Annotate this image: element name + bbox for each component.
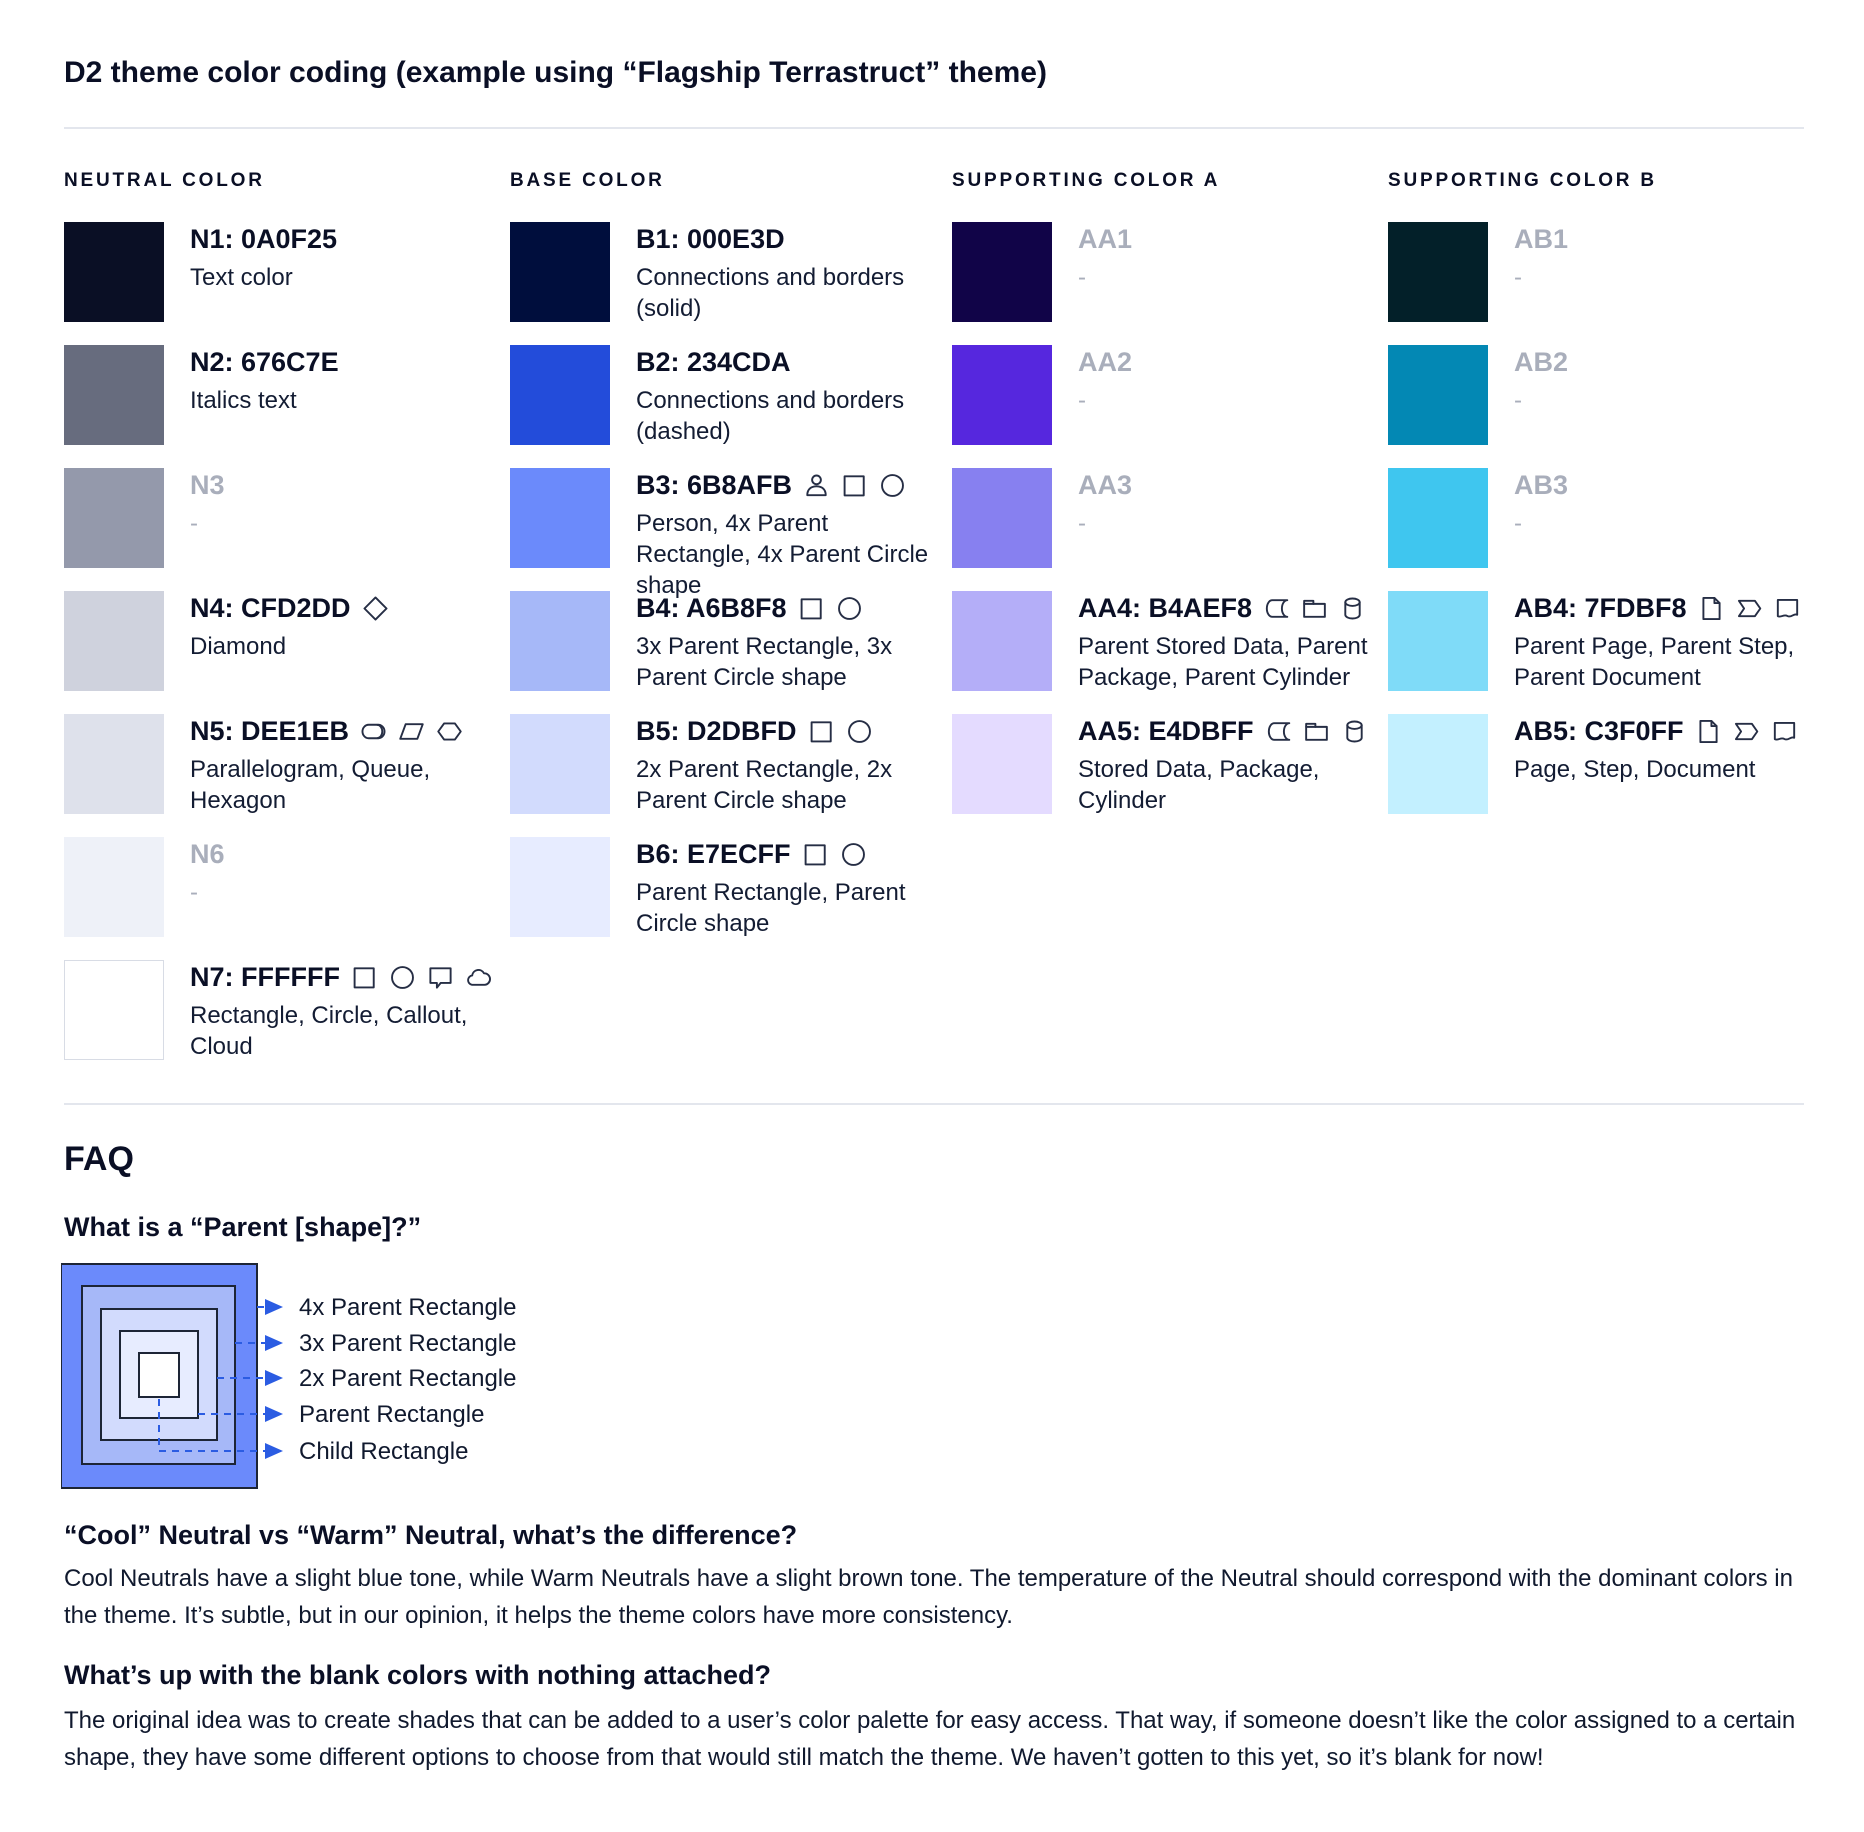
color-swatch [952, 714, 1052, 814]
diagram-rect-child [139, 1353, 179, 1397]
color-swatch [1388, 222, 1488, 322]
swatch-text [636, 222, 948, 322]
circle-icon [879, 472, 906, 499]
diamond-icon [362, 595, 389, 622]
diagram-label: 2x Parent Rectangle [299, 1365, 517, 1392]
swatch-name-line [636, 717, 948, 745]
swatch-row [510, 345, 952, 445]
divider [64, 127, 1804, 129]
swatch-description: Text color [190, 264, 293, 292]
swatch-row [64, 591, 510, 691]
swatch-row [952, 591, 1388, 691]
faq-answer-blank-colors: The original idea was to create shades that can be added to a user’s color palette for easy access. That way, if someone doesn’t like the color assigned to a certain shape, they have some different options to choose from that would still match the theme. We haven’t gotten to this yet, so it’s blank for now! [64, 1707, 1796, 1771]
swatch-name: N4: CFD2DD [190, 593, 351, 623]
swatch-text [1514, 591, 1810, 691]
swatch-text [190, 222, 337, 322]
swatch-name-line [636, 840, 948, 868]
palette-column-supporting-color-a [952, 170, 1388, 1083]
swatch-description: Parent Page, Parent Step, Parent Document [1514, 633, 1795, 692]
rectangle-icon [798, 595, 825, 622]
faq-title: FAQ [64, 1140, 134, 1178]
swatch-row [952, 222, 1388, 322]
swatch-description: - [1514, 264, 1522, 292]
swatch-description: Stored Data, Package, Cylinder [1078, 756, 1320, 815]
swatch-description: - [1514, 387, 1522, 415]
swatch-text [190, 837, 225, 937]
swatch-row [952, 345, 1388, 445]
swatch-row [64, 837, 510, 937]
palette-column-base-color [510, 170, 952, 1083]
swatch-text [636, 714, 948, 814]
color-swatch [510, 714, 610, 814]
swatch-row [510, 714, 952, 814]
column-header: SUPPORTING COLOR A [952, 170, 1221, 191]
color-swatch [510, 468, 610, 568]
rectangle-icon [808, 718, 835, 745]
swatch-name: B6: E7ECFF [636, 839, 791, 869]
color-swatch [64, 837, 164, 937]
parent-shape-diagram [61, 1253, 621, 1503]
swatch-description: Diamond [190, 633, 287, 661]
stored-data-icon [1265, 718, 1292, 745]
swatch-row [64, 345, 510, 445]
swatch-name-line [190, 348, 339, 376]
swatch-name: B4: A6B8F8 [636, 593, 787, 623]
page-icon [1698, 595, 1725, 622]
color-swatch [64, 468, 164, 568]
palette-column-supporting-color-b [1388, 170, 1810, 1083]
swatch-name-line [190, 471, 225, 499]
swatch-name-line [1078, 594, 1388, 622]
swatch-text [1514, 714, 1798, 814]
person-icon [803, 472, 830, 499]
cloud-icon [465, 964, 492, 991]
swatch-row [1388, 468, 1810, 568]
page-icon [1695, 718, 1722, 745]
swatch-name-line [1514, 471, 1568, 499]
swatch-text [636, 468, 948, 600]
swatch-description: 2x Parent Rectangle, 2x Parent Circle shape [636, 756, 893, 815]
circle-icon [846, 718, 873, 745]
cylinder-icon [1341, 718, 1368, 745]
swatch-name-line [1514, 717, 1798, 745]
circle-icon [836, 595, 863, 622]
swatch-row [1388, 345, 1810, 445]
swatch-text [1514, 468, 1568, 568]
swatch-text [1078, 714, 1388, 814]
faq-question-parent-shape: What is a “Parent [shape]?” [64, 1212, 422, 1242]
package-icon [1303, 718, 1330, 745]
rectangle-icon [351, 964, 378, 991]
swatch-name: N2: 676C7E [190, 347, 339, 377]
swatch-row [952, 714, 1388, 814]
document-icon [1774, 595, 1801, 622]
swatch-description: Parallelogram, Queue, Hexagon [190, 756, 431, 815]
swatch-text [1078, 222, 1132, 322]
circle-icon [389, 964, 416, 991]
swatch-name-line [1514, 348, 1568, 376]
swatch-name-line [190, 963, 502, 991]
diagram-label: 4x Parent Rectangle [299, 1294, 517, 1321]
swatch-description: - [1514, 510, 1522, 538]
swatch-name: B1: 000E3D [636, 224, 785, 254]
swatch-row [1388, 222, 1810, 322]
swatch-description: Person, 4x Parent Rectangle, 4x Parent Circle shape [636, 510, 929, 600]
queue-icon [360, 718, 387, 745]
swatch-text [1078, 591, 1388, 691]
swatch-description: Connections and borders (solid) [636, 264, 905, 323]
faq-answer-cool-vs-warm: Cool Neutrals have a slight blue tone, while Warm Neutrals have a slight brown tone. The temperature of the Neutral should correspond with the dominant colors in the theme. It’s subtle, but in our opinion, it helps the theme colors have more consistency. [64, 1565, 1793, 1629]
swatch-row [64, 714, 510, 814]
swatch-text [190, 960, 502, 1060]
swatch-text [1078, 345, 1132, 445]
swatch-text [190, 345, 339, 445]
cylinder-icon [1339, 595, 1366, 622]
color-swatch [510, 345, 610, 445]
swatch-name: AA2 [1078, 347, 1133, 377]
swatch-text [636, 837, 948, 937]
package-icon [1301, 595, 1328, 622]
diagram-label: Parent Rectangle [299, 1401, 485, 1428]
swatch-name-line [636, 594, 948, 622]
swatch-name: AA3 [1078, 470, 1133, 500]
swatch-description: 3x Parent Rectangle, 3x Parent Circle shape [636, 633, 893, 692]
swatch-name-line [1514, 594, 1810, 622]
swatch-text [190, 714, 502, 814]
swatch-name-line [1078, 225, 1132, 253]
column-header: SUPPORTING COLOR B [1388, 170, 1657, 191]
color-swatch [952, 222, 1052, 322]
color-swatch [64, 714, 164, 814]
page-title: D2 theme color coding (example using “Flagship Terrastruct” theme) [64, 56, 1047, 89]
color-swatch [1388, 345, 1488, 445]
swatch-description: Page, Step, Document [1514, 756, 1756, 784]
swatch-name: N5: DEE1EB [190, 716, 350, 746]
swatch-row [510, 591, 952, 691]
column-header: NEUTRAL COLOR [64, 170, 265, 191]
swatch-text [1514, 222, 1568, 322]
swatch-name: AA1 [1078, 224, 1133, 254]
swatch-name-line [1078, 471, 1132, 499]
color-swatch [1388, 714, 1488, 814]
color-swatch [1388, 468, 1488, 568]
swatch-name: B3: 6B8AFB [636, 470, 793, 500]
color-swatch [952, 345, 1052, 445]
color-swatch [64, 591, 164, 691]
swatch-row [510, 837, 952, 937]
swatch-description: Parent Rectangle, Parent Circle shape [636, 879, 906, 938]
swatch-text [190, 591, 389, 691]
faq-question-blank-colors: What’s up with the blank colors with nothing attached? [64, 1660, 771, 1690]
color-swatch [510, 837, 610, 937]
rectangle-icon [841, 472, 868, 499]
swatch-name-line [190, 717, 502, 745]
swatch-name: AB3 [1514, 470, 1569, 500]
swatch-name: N7: FFFFFF [190, 962, 340, 992]
swatch-row [510, 222, 952, 322]
swatch-name-line [1514, 225, 1568, 253]
color-swatch [952, 591, 1052, 691]
rectangle-icon [802, 841, 829, 868]
swatch-name: AB4: 7FDBF8 [1514, 593, 1687, 623]
swatch-description: Rectangle, Circle, Callout, Cloud [190, 1002, 468, 1061]
swatch-name-line [190, 840, 225, 868]
color-swatch [510, 591, 610, 691]
swatch-name-line [190, 594, 389, 622]
document-icon [1771, 718, 1798, 745]
swatch-description: - [1078, 510, 1086, 538]
diagram-label: 3x Parent Rectangle [299, 1330, 517, 1357]
swatch-name: B2: 234CDA [636, 347, 791, 377]
swatch-text [1514, 345, 1568, 445]
step-icon [1733, 718, 1760, 745]
palette-column-neutral-color [64, 170, 510, 1083]
swatch-description: - [190, 510, 198, 538]
swatch-name: AA4: B4AEF8 [1078, 593, 1253, 623]
color-swatch [64, 960, 164, 1060]
swatch-description: Italics text [190, 387, 297, 415]
swatch-name: AB2 [1514, 347, 1569, 377]
stored-data-icon [1263, 595, 1290, 622]
swatch-description: - [1078, 387, 1086, 415]
swatch-name: N6 [190, 839, 225, 869]
swatch-name: AB5: C3F0FF [1514, 716, 1684, 746]
color-swatch [510, 222, 610, 322]
color-swatch [64, 222, 164, 322]
swatch-description: - [190, 879, 198, 907]
swatch-row [64, 222, 510, 322]
palette-grid [64, 170, 1810, 1083]
swatch-name: AA5: E4DBFF [1078, 716, 1254, 746]
divider [64, 1103, 1804, 1105]
swatch-name-line [190, 225, 337, 253]
swatch-name: B5: D2DBFD [636, 716, 797, 746]
swatch-row [952, 468, 1388, 568]
swatch-name-line [1078, 348, 1132, 376]
swatch-text [636, 591, 948, 691]
swatch-text [190, 468, 225, 568]
hexagon-icon [436, 718, 463, 745]
swatch-row [64, 960, 510, 1060]
callout-icon [427, 964, 454, 991]
circle-icon [840, 841, 867, 868]
swatch-name-line [636, 348, 948, 376]
column-header: BASE COLOR [510, 170, 665, 191]
swatch-text [1078, 468, 1132, 568]
swatch-row [64, 468, 510, 568]
color-swatch [64, 345, 164, 445]
swatch-name: N3 [190, 470, 225, 500]
step-icon [1736, 595, 1763, 622]
swatch-row [1388, 591, 1810, 691]
swatch-description: - [1078, 264, 1086, 292]
swatch-description: Parent Stored Data, Parent Package, Parent Cylinder [1078, 633, 1368, 692]
diagram-label: Child Rectangle [299, 1438, 469, 1465]
swatch-name: AB1 [1514, 224, 1569, 254]
swatch-name-line [636, 225, 948, 253]
swatch-name-line [636, 471, 948, 499]
swatch-text [636, 345, 948, 445]
swatch-row [510, 468, 952, 600]
color-swatch [952, 468, 1052, 568]
swatch-row [1388, 714, 1810, 814]
swatch-description: Connections and borders (dashed) [636, 387, 905, 446]
swatch-name: N1: 0A0F25 [190, 224, 338, 254]
color-swatch [1388, 591, 1488, 691]
parallelogram-icon [398, 718, 425, 745]
swatch-name-line [1078, 717, 1388, 745]
faq-question-cool-vs-warm: “Cool” Neutral vs “Warm” Neutral, what’s the difference? [64, 1520, 798, 1550]
